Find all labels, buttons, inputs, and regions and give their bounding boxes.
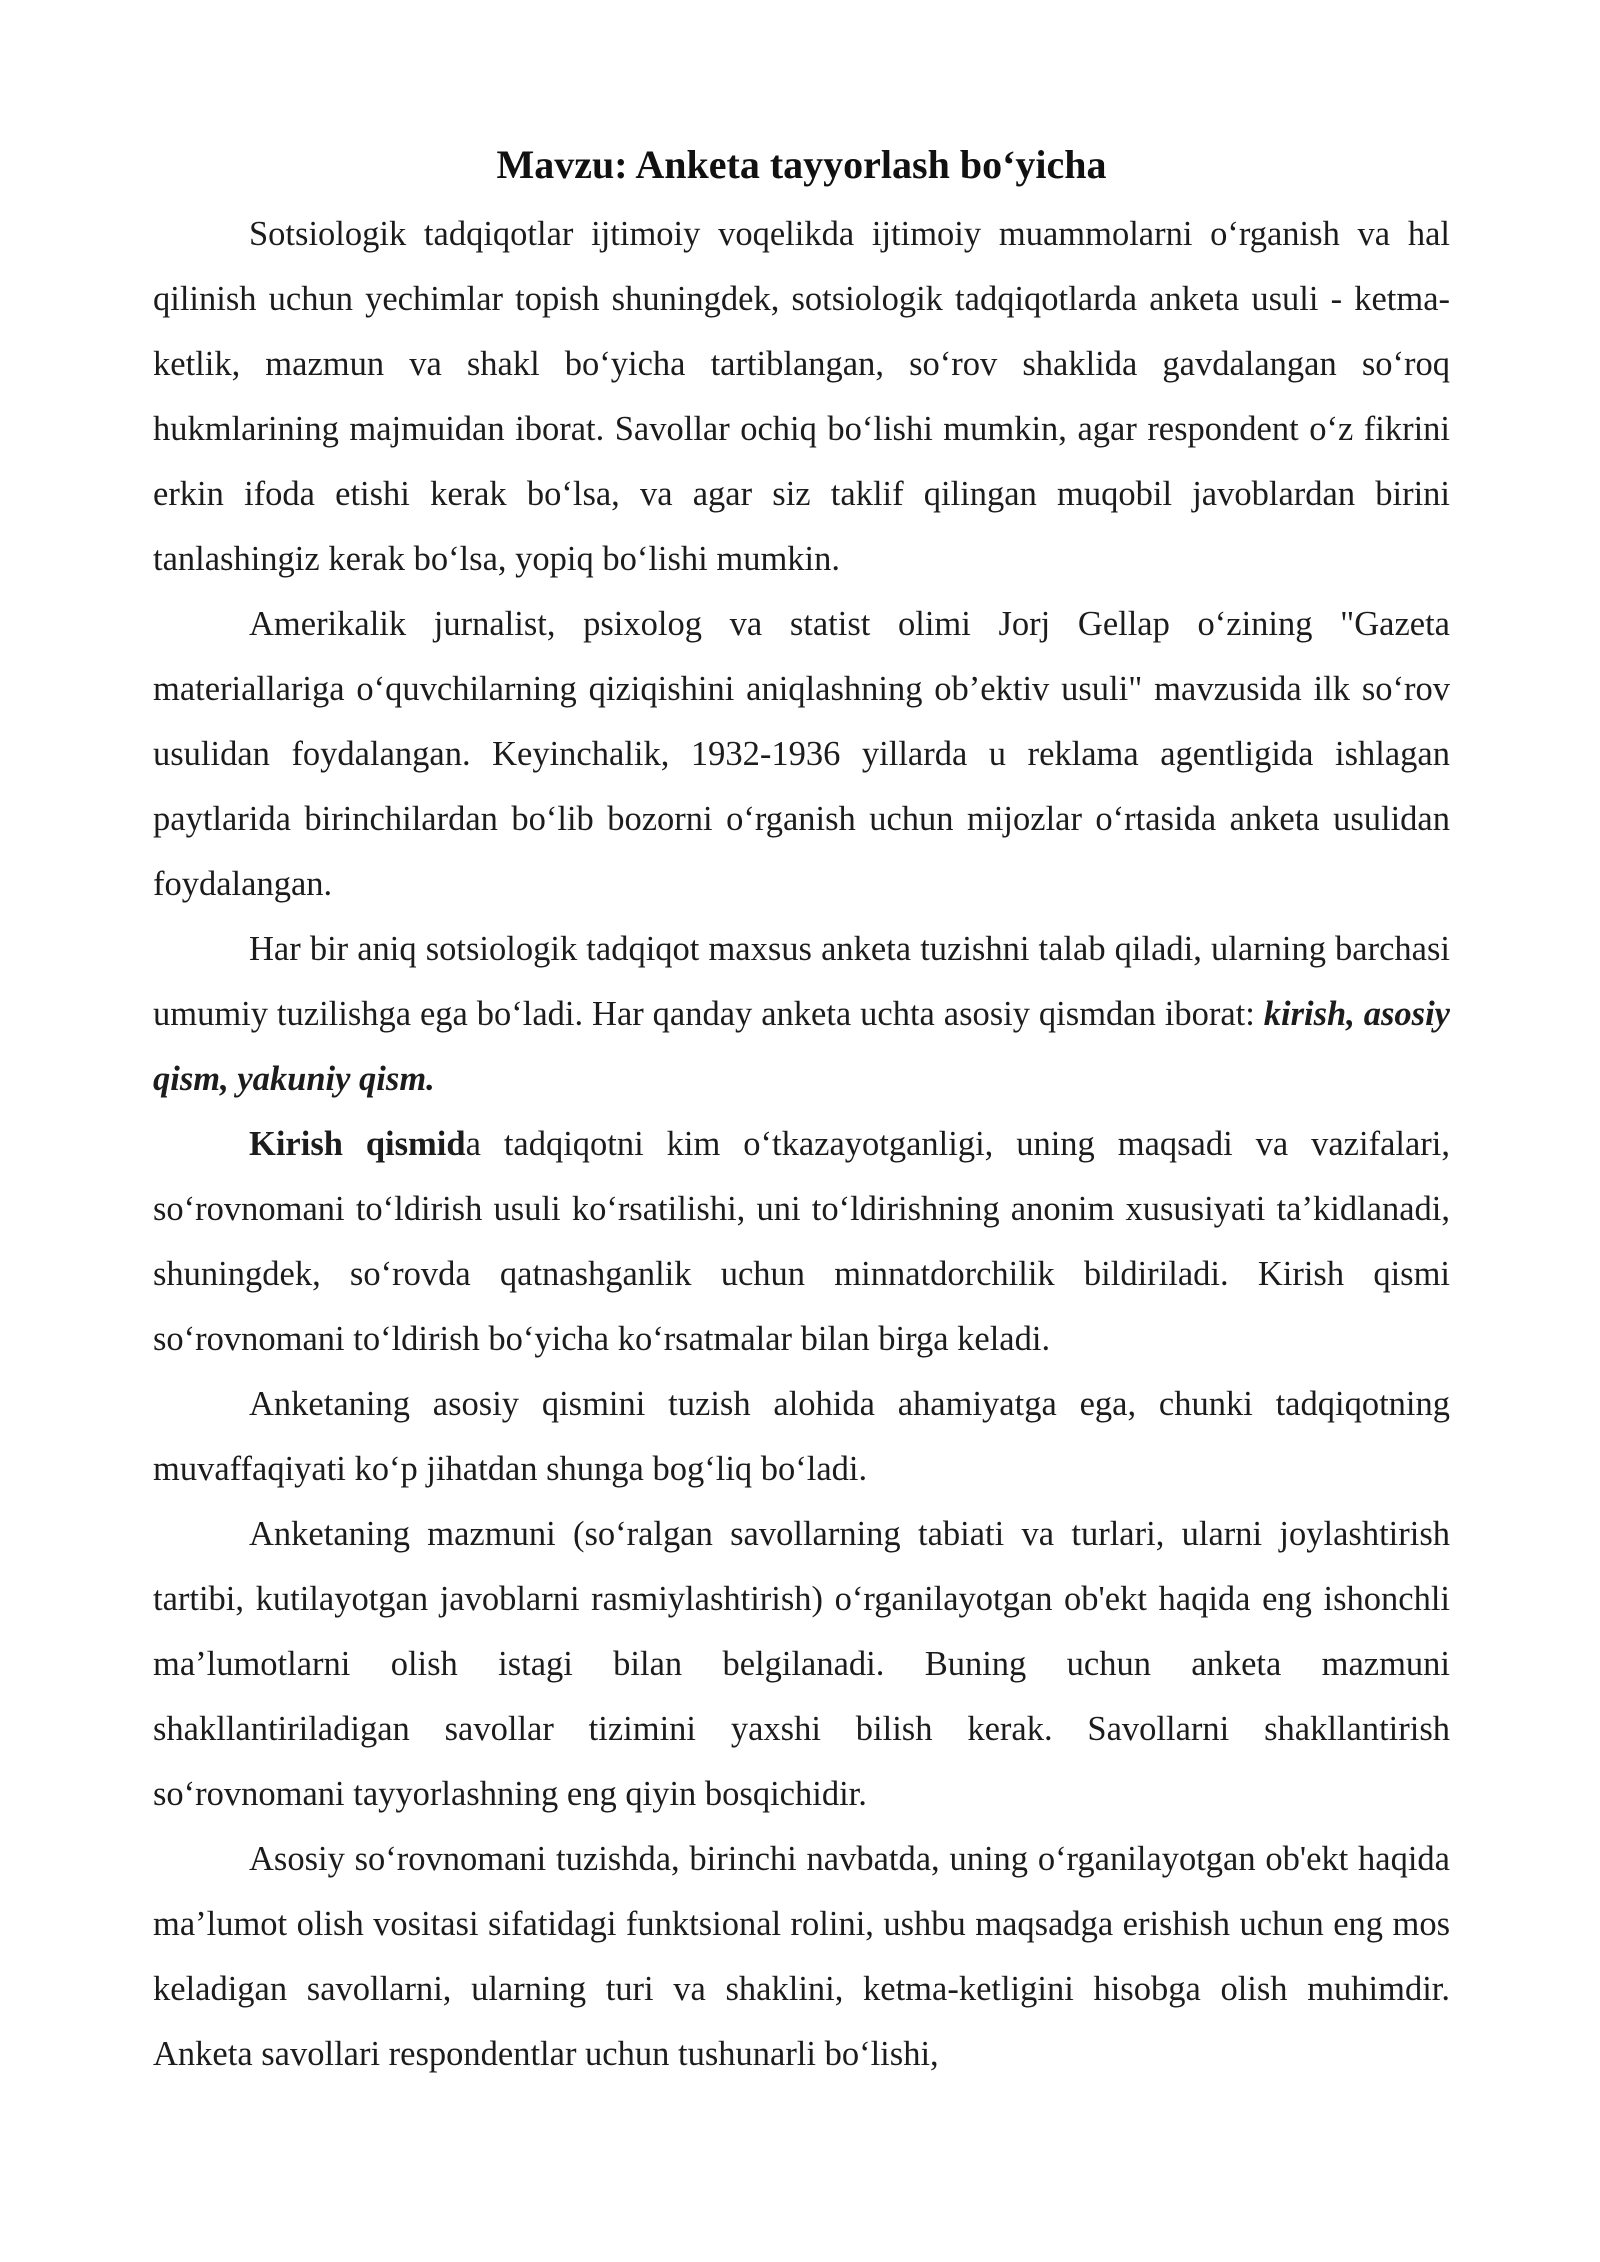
document-page [153, 140, 1450, 2087]
paragraph-3-text: Har bir aniq sotsiologik tadqiqot maxsus anketa tuzishni talab qiladi, ularning barchasi umumiy tuzilishga ega bo‘ladi. Har qanday anketa uchta asosiy qismdan iborat: [153, 930, 1450, 1033]
paragraph-1: Sotsiologik tadqiqotlar ijtimoiy voqelikda ijtimoiy muammolarni o‘rganish va hal qilinish uchun yechimlar topish shuningdek, sotsiologik tadqiqotlarda anketa usuli - ketma-ketlik, mazmun va shakl bo‘yicha tartiblangan, so‘rov shaklida gavdalangan so‘roq hukmlarining majmuidan iborat. Savollar ochiq bo‘lishi mumkin, agar respondent o‘z fikrini erkin ifoda etishi kerak bo‘lsa, va agar siz taklif qilingan muqobil javoblardan birini tanlashingiz kerak bo‘lsa, yopiq bo‘lishi mumkin. [153, 215, 1450, 578]
paragraph-3 [153, 917, 1450, 1112]
document-title: Mavzu: Anketa tayyorlash bo‘yicha [496, 142, 1107, 187]
questionnaire-parts-list: kirish, asosiy qism, yakuniy qism. [153, 995, 1450, 1098]
paragraph-6: Anketaning mazmuni (so‘ralgan savollarning tabiati va turlari, ularni joylashtirish tartibi, kutilayotgan javoblarni rasmiylashtirish) o‘rganilayotgan ob'ekt haqida eng ishonchli ma’lumotlarni olish istagi bilan belgilanadi. Buning uchun anketa mazmuni shakllantiriladigan savollar tizimini yaxshi bilish kerak. Savollarni shakllantirish so‘rovnomani tayyorlashning eng qiyin bosqichidir. [153, 1515, 1450, 1813]
paragraph-2: Amerikalik jurnalist, psixolog va statist olimi Jorj Gellap o‘zining "Gazeta materiallariga o‘quvchilarning qiziqishini aniqlashning ob’ektiv usuli" mavzusida ilk so‘rov usulidan foydalangan. Keyinchalik, 1932-1936 yillarda u reklama agentligida ishlagan paytlarida birinchilardan bo‘lib bozorni o‘rganish uchun mijozlar o‘rtasida anketa usulidan foydalangan. [153, 605, 1450, 903]
paragraph-7: Asosiy so‘rovnomani tuzishda, birinchi navbatda, uning o‘rganilayotgan ob'ekt haqida ma’lumot olish vositasi sifatidagi funktsional rolini, ushbu maqsadga erishish uchun eng mos keladigan savollarni, ularning turi va shaklini, ketma-ketligini hisobga olish muhimdir. Anketa savollari respondentlar uchun tushunarli bo‘lishi, [153, 1840, 1450, 2073]
paragraph-4 [153, 1112, 1450, 1372]
intro-section-term: Kirish qismid [249, 1125, 466, 1163]
paragraph-5: Anketaning asosiy qismini tuzish alohida ahamiyatga ega, chunki tadqiqotning muvaffaqiyati ko‘p jihatdan shunga bog‘liq bo‘ladi. [153, 1385, 1450, 1488]
paragraph-4-text: a tadqiqotni kim o‘tkazayotganligi, uning maqsadi va vazifalari, so‘rovnomani to‘ldirish usuli ko‘rsatilishi, uni to‘ldirishning anonim xususiyati ta’kidlanadi, shuningdek, so‘rovda qatnashganlik uchun minnatdorchilik bildiriladi. Kirish qismi so‘rovnomani to‘ldirish bo‘yicha ko‘rsatmalar bilan birga keladi. [153, 1125, 1450, 1358]
